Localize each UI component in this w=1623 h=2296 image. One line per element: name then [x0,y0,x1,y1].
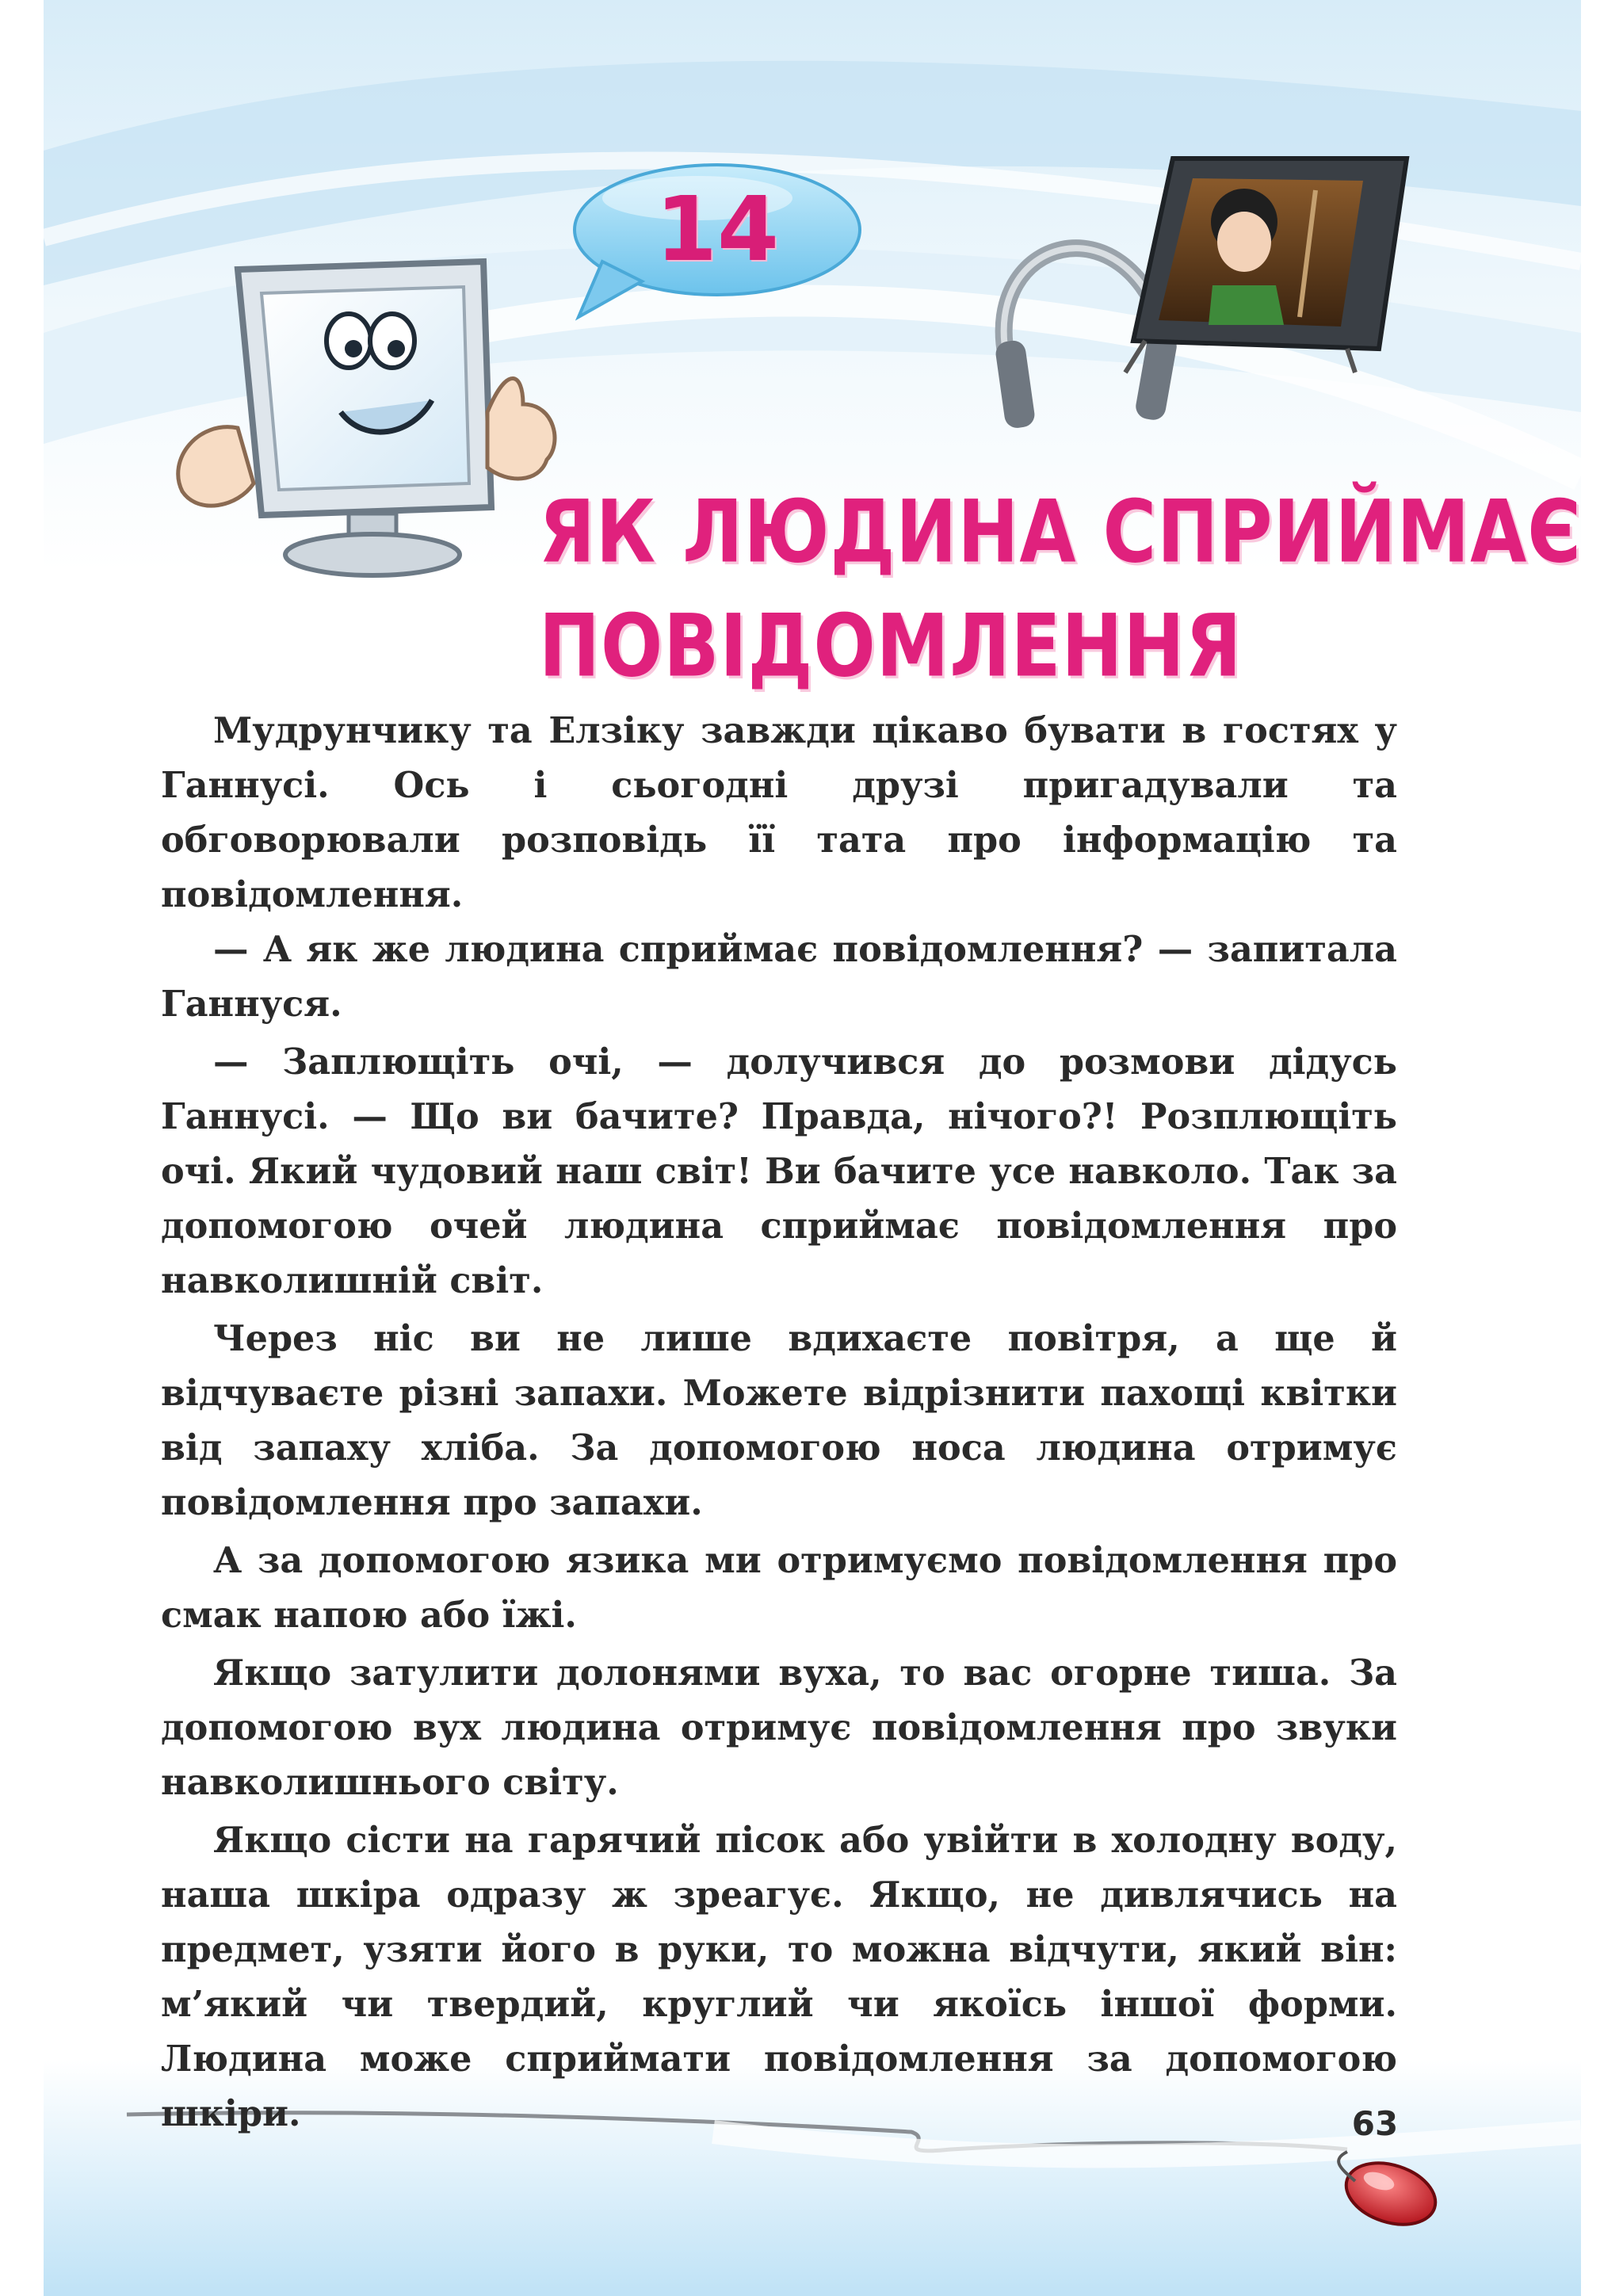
tablet-screen-icon [1125,159,1407,372]
chapter-title-line: ЯК ЛЮДИНА СПРИЙМАЄ [539,482,1582,583]
page-number: 63 [1351,2104,1399,2143]
paragraph: Через ніс ви не лише вдихаєте повітря, а ще й відчуваєте різні запахи. Можете відрізнити пахощі квітки від запаху хліба. За допомогою носа людина отримує повідомлення про запахи. [161,1318,1397,1523]
paragraph: Мудрунчику та Елзіку завжди цікаво бувати в гостях у Ганнусі. Ось і сьогодні друзі пригадували та обговорювали розповідь її тата про інформацію та повідомлення. [161,710,1397,915]
paragraph: Якщо сісти на гарячий пісок або увійти в холодну воду, наша шкіра одразу ж зреагує. Якщо, не дивлячись на предмет, узяти його в руки, то можна відчути, який він: м’який чи твердий, круглий чи якоїсь іншої форми. Людина може сприймати повідомлення за допомогою шкіри. [161,1820,1397,2134]
chapter-title [539,476,1582,704]
paragraph: А за допомогою язика ми отримуємо повідомлення про смак напою або їжі. [161,1540,1397,1636]
lesson-number: 14 [655,178,779,281]
body-text [161,704,1397,2141]
paragraph: — Заплющіть очі, — долучився до розмови дідусь Ганнусі. — Що ви бачите? Правда, нічого?! Розплющіть очі. Який чудовий наш світ! Ви бачите усе навколо. Так за допомогою очей людина сприймає повідомлення про навколишній світ. [161,1041,1397,1301]
chapter-title-line: ПОВІДОМЛЕННЯ [539,596,1243,697]
paragraph: Якщо затулити долонями вуха, то вас огорне тиша. За допомогою вух людина отримує повідомлення про звуки навколишнього світу. [161,1652,1397,1803]
paragraph: — А як же людина сприймає повідомлення? — запитала Ганнуся. [161,929,1397,1025]
